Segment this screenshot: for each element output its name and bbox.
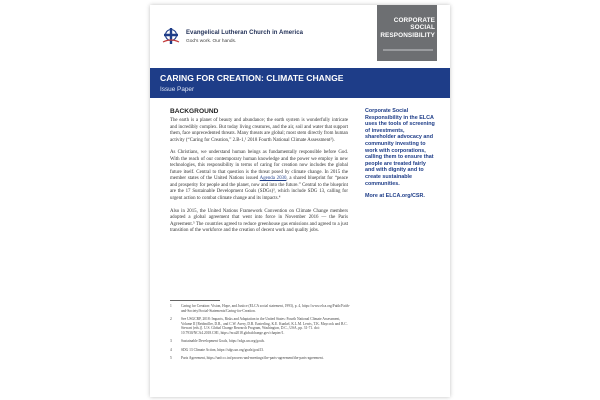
title-bar — [150, 68, 450, 98]
footnote-text: Paris Agreement, https://unfccc.int/process-and-meetings/the-paris-agreement/the-paris-agreement. — [181, 356, 324, 360]
elca-logo-icon — [160, 26, 182, 46]
csr-tab-divider — [383, 49, 433, 51]
footnote-number: 1 — [170, 304, 172, 308]
page-title: CARING FOR CREATION: CLIMATE CHANGE — [160, 73, 344, 83]
footnote — [170, 304, 352, 313]
csr-series-label — [377, 17, 438, 39]
footnote-divider — [170, 300, 220, 301]
csr-line-3: RESPONSIBILITY — [380, 31, 435, 39]
paragraph-2-end: , a shared blueprint for “peace and prosperity for people and the planet, now and into the future.” Central to the blueprint are the 17 Sustainable Development Goals (SDGs)³, which include SDG 13, calling for urgent action to combat climate change and its impacts.⁴ — [170, 176, 348, 202]
footnote-text: Sustainable Development Goals, https://sdgs.un.org/goals. — [181, 339, 265, 343]
sidebar-blurb: Corporate Social Responsibility in the ELCA uses the tools of screening of investments, shareholder advocacy and community investing to work with corporations, calling them to ensure that people are treated fairly and with dignity and to create sustainable communities. — [365, 108, 435, 187]
footnote-number: 3 — [170, 339, 172, 343]
footnote-number: 4 — [170, 347, 172, 352]
footnote-text: See USGCRP, 2018: Impacts, Risks and Adaptation in the United States: Fourth National Climate Assessment, Volume II [Reidmiller, D.R., and C.W. Avery, D.R. Easterling, K.E. Kunkel, K.L.M. Lewis, T.K. Maycock and B.C. Stewart (eds.)]. U.S. Global Change Research Program, Washington, D.C., USA, pp. 31-71. doi: 10.7930/NCA4.2018.CH1, https://nca2018.globalchange.gov/chapter/1. — [181, 317, 348, 335]
main-content — [170, 108, 348, 241]
footnote — [170, 348, 352, 353]
paragraph-2-start: As Christians, we understand human beings as fundamentally responsible before God. With the reach of our contemporary human knowledge and the power we employ in new technologies, this responsibility in terms of caring for creation now includes the global future itself. Central to that question is the threat posed by climate change. In 2015 the member states of the United Nations issued — [170, 150, 348, 182]
footnote-text: SDG 13 Climate Action, https://sdgs.un.org/goals/goal13. — [181, 347, 264, 352]
footnote — [170, 356, 352, 361]
org-name: Evangelical Lutheran Church in America — [186, 30, 304, 36]
agenda-2030-link[interactable]: Agenda 2030 — [259, 176, 287, 182]
footnote — [170, 339, 352, 344]
footnote-number: 2 — [170, 317, 172, 321]
org-tagline: God's work. Our hands. — [186, 39, 237, 44]
csr-line-2: SOCIAL — [410, 24, 435, 32]
section-heading: BACKGROUND — [170, 108, 219, 115]
footnote-text: Caring for Creation: Vision, Hope, and Justice (ELCA social statement, 1993), p. 4, https://www.elca.org/Faith/Faith-and-Society/Social-Statements/Caring-for-Creation. — [181, 304, 350, 313]
csr-line-1: CORPORATE — [393, 17, 435, 24]
footnotes — [170, 304, 352, 365]
document-page — [150, 5, 450, 397]
csr-series-tab — [377, 5, 437, 61]
paragraph-3: Also in 2015, the United Nations Framework Convention on Climate Change members adopted a global agreement that went into force in November 2016 — the Paris Agreement.⁵ The countries agreed to reduce greenhouse gas emissions and agreed to a just transition of the workforce and the creation of decent work and quality jobs. — [170, 208, 348, 234]
paragraph-1: The earth is a planet of beauty and abundance; the earth system is wonderfully intricate and incredibly complex. But today living creatures, and the air, soil and water that support them, face unprecedented threats. Many threats are global; most stem directly from human activity (“Caring for Creation,” 2.B-1,¹ 2018 Fourth National Climate Assessment²). — [170, 118, 348, 143]
footnote-number: 5 — [170, 356, 172, 360]
paragraph-2 — [170, 150, 348, 202]
page-subtitle: Issue Paper — [160, 86, 195, 93]
footnote — [170, 317, 352, 335]
sidebar-more-link[interactable]: More at ELCA.org/CSR. — [365, 193, 425, 200]
sidebar-callout — [365, 108, 435, 206]
page-header — [150, 5, 450, 61]
